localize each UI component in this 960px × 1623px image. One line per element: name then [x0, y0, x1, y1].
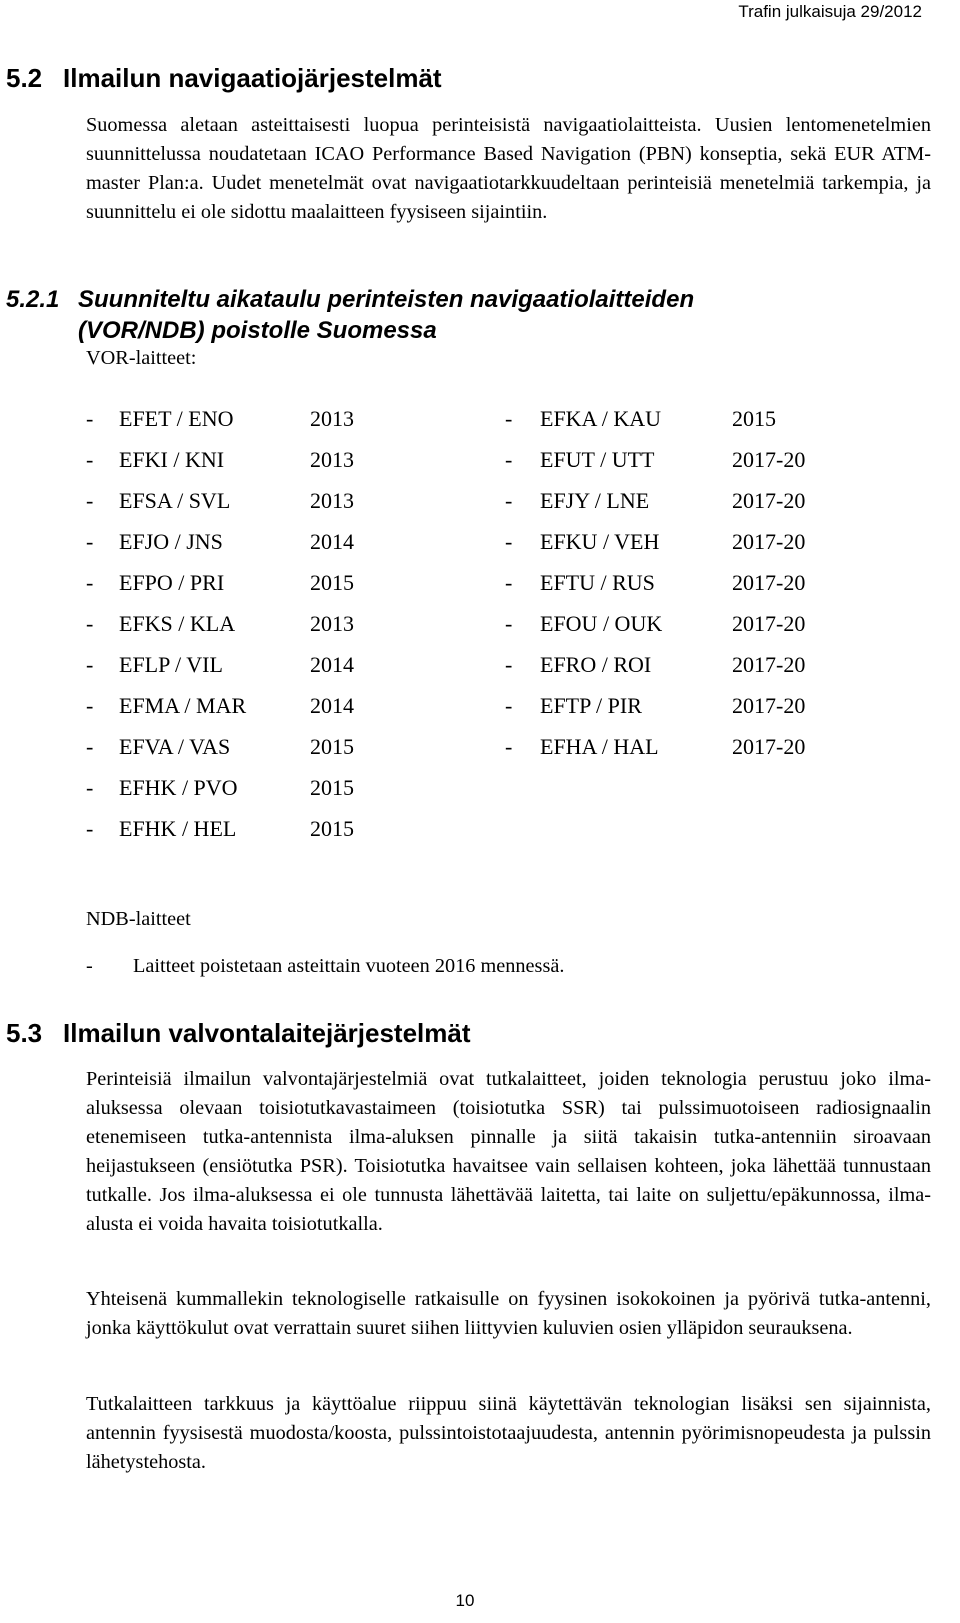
- section-number: 5.2: [6, 63, 43, 93]
- vor-station-name: EFKS / KLA: [119, 611, 236, 636]
- vor-removal-year: 2013: [310, 611, 354, 636]
- vor-station-name: EFKA / KAU: [540, 406, 662, 431]
- vor-removal-year: 2017-20: [732, 488, 806, 513]
- section-title: Ilmailun valvontalaitejärjestelmät: [63, 1018, 471, 1048]
- section-title: Ilmailun navigaatiojärjestelmät: [63, 63, 442, 93]
- vor-removal-year: 2017-20: [732, 652, 806, 677]
- vor-station-name: EFTP / PIR: [540, 693, 642, 718]
- list-dash: -: [505, 693, 513, 718]
- list-dash: -: [86, 570, 94, 595]
- list-dash: -: [505, 611, 513, 636]
- vor-removal-year: 2013: [310, 488, 354, 513]
- vor-station-name: EFJY / LNE: [540, 488, 650, 513]
- vor-station-name: EFLP / VIL: [119, 652, 223, 677]
- vor-removal-year: 2015: [732, 406, 776, 431]
- vor-removal-year: 2017-20: [732, 570, 806, 595]
- vor-station-name: EFJO / JNS: [119, 529, 223, 554]
- list-dash: -: [86, 652, 94, 677]
- vor-removal-year: 2017-20: [732, 693, 806, 718]
- vor-station-name: EFRO / ROI: [540, 652, 652, 677]
- list-dash: -: [505, 488, 513, 513]
- vor-station-name: EFKI / KNI: [119, 447, 225, 472]
- vor-removal-year: 2017-20: [732, 611, 806, 636]
- vor-station-name: EFET / ENO: [119, 406, 234, 431]
- section-5-2-paragraph: Suomessa aletaan asteittaisesti luopua perinteisistä navigaatiolaitteista. Uusien lentomenetelmien suunnittelussa noudatetaan ICAO Performance Based Navigation (PBN) konseptia, sekä EUR ATM-master Plan:a. Uudet menetelmät ovat navigaatiotarkkuudeltaan perinteisiä menetelmiä tarkempia, ja suunnittelu ei ole sidottu maalaitteen fyysiseen sijaintiin.: [86, 114, 931, 223]
- list-dash: -: [86, 775, 94, 800]
- subsection-title-line2: (VOR/NDB) poistolle Suomessa: [78, 317, 437, 344]
- vor-removal-year: 2015: [310, 570, 354, 595]
- vor-station-name: EFTU / RUS: [540, 570, 655, 595]
- ndb-item-text: Laitteet poistetaan asteittain vuoteen 2016 mennessä.: [133, 955, 565, 977]
- vor-removal-year: 2013: [310, 447, 354, 472]
- vor-removal-year: 2015: [310, 816, 354, 841]
- list-dash: -: [86, 529, 94, 554]
- section-5-3-paragraph-2: Yhteisenä kummallekin teknologiselle ratkaisulle on fyysinen isokokoinen ja pyörivä tutka-antenni, jonka käyttökulut ovat verrattain suuret siihen liittyvien kuluvien osien ylläpidon seurauksena.: [86, 1288, 931, 1339]
- list-dash: -: [505, 734, 513, 759]
- list-dash: -: [505, 406, 513, 431]
- vor-label: VOR-laitteet:: [86, 347, 197, 369]
- vor-removal-year: 2017-20: [732, 447, 806, 472]
- section-number: 5.3: [6, 1018, 43, 1048]
- vor-removal-year: 2015: [310, 734, 354, 759]
- list-dash: -: [86, 955, 93, 977]
- vor-station-name: EFMA / MAR: [119, 693, 247, 718]
- list-dash: -: [86, 447, 94, 472]
- subsection-title-line1: Suunniteltu aikataulu perinteisten navigaatiolaitteiden: [78, 286, 695, 313]
- list-dash: -: [86, 693, 94, 718]
- subsection-5-2-1-heading: [6, 284, 694, 346]
- ndb-label: NDB-laitteet: [86, 908, 191, 930]
- list-dash: -: [86, 406, 94, 431]
- vor-station-name: EFHA / HAL: [540, 734, 659, 759]
- section-5-3-heading: [6, 1018, 471, 1049]
- list-dash: -: [505, 529, 513, 554]
- vor-station-name: EFHK / HEL: [119, 816, 237, 841]
- section-5-3-paragraph-1: Perinteisiä ilmailun valvontajärjestelmiä ovat tutkalaitteet, joiden teknologia perustuu joko ilma-aluksessa olevaan toisiotutkavastaimeen (toisiotutka SSR) tai pulssimuotoiseen radiosignaalin etenemiseen tutka-antennista ilma-aluksen pinnalle ja siitä takaisin tutka-antenniin siroavaan heijastukseen (ensiötutka PSR). Toisiotutka havaitsee vain sellaisen kohteen, joka lähettää tunnustaan tutkalle. Jos ilma-aluksessa ei ole tunnusta lähettävää laitetta, tai laite on suljettu/epäkunnossa, ilma-alusta ei voida havaita toisiotutkalla.: [86, 1068, 931, 1235]
- vor-station-name: EFVA / VAS: [119, 734, 231, 759]
- page-number: 10: [455, 1591, 475, 1610]
- list-dash: -: [86, 611, 94, 636]
- vor-station-name: EFUT / UTT: [540, 447, 655, 472]
- section-5-3-paragraph-3: Tutkalaitteen tarkkuus ja käyttöalue riippuu siinä käytettävän teknologian lisäksi sen sijainnista, antennin fyysisestä muodosta/koosta, pulssintoistotaajuudesta, antennin pyörimisnopeudesta ja pulssin lähetystehosta.: [86, 1393, 931, 1473]
- vor-station-name: EFKU / VEH: [540, 529, 660, 554]
- vor-removal-year: 2013: [310, 406, 354, 431]
- list-dash: -: [505, 652, 513, 677]
- list-dash: -: [86, 816, 94, 841]
- vor-station-name: EFPO / PRI: [119, 570, 225, 595]
- list-dash: -: [505, 447, 513, 472]
- vor-removal-year: 2017-20: [732, 529, 806, 554]
- publication-header: Trafin julkaisuja 29/2012: [738, 2, 922, 21]
- vor-station-name: EFSA / SVL: [119, 488, 231, 513]
- list-dash: -: [86, 488, 94, 513]
- section-5-2-heading: [6, 63, 442, 94]
- list-dash: -: [86, 734, 94, 759]
- vor-removal-year: 2014: [310, 693, 354, 718]
- vor-removal-year: 2014: [310, 652, 354, 677]
- vor-removal-year: 2014: [310, 529, 354, 554]
- vor-station-name: EFHK / PVO: [119, 775, 238, 800]
- vor-removal-year: 2017-20: [732, 734, 806, 759]
- vor-removal-year: 2015: [310, 775, 354, 800]
- subsection-number: 5.2.1: [6, 286, 60, 313]
- vor-station-name: EFOU / OUK: [540, 611, 663, 636]
- list-dash: -: [505, 570, 513, 595]
